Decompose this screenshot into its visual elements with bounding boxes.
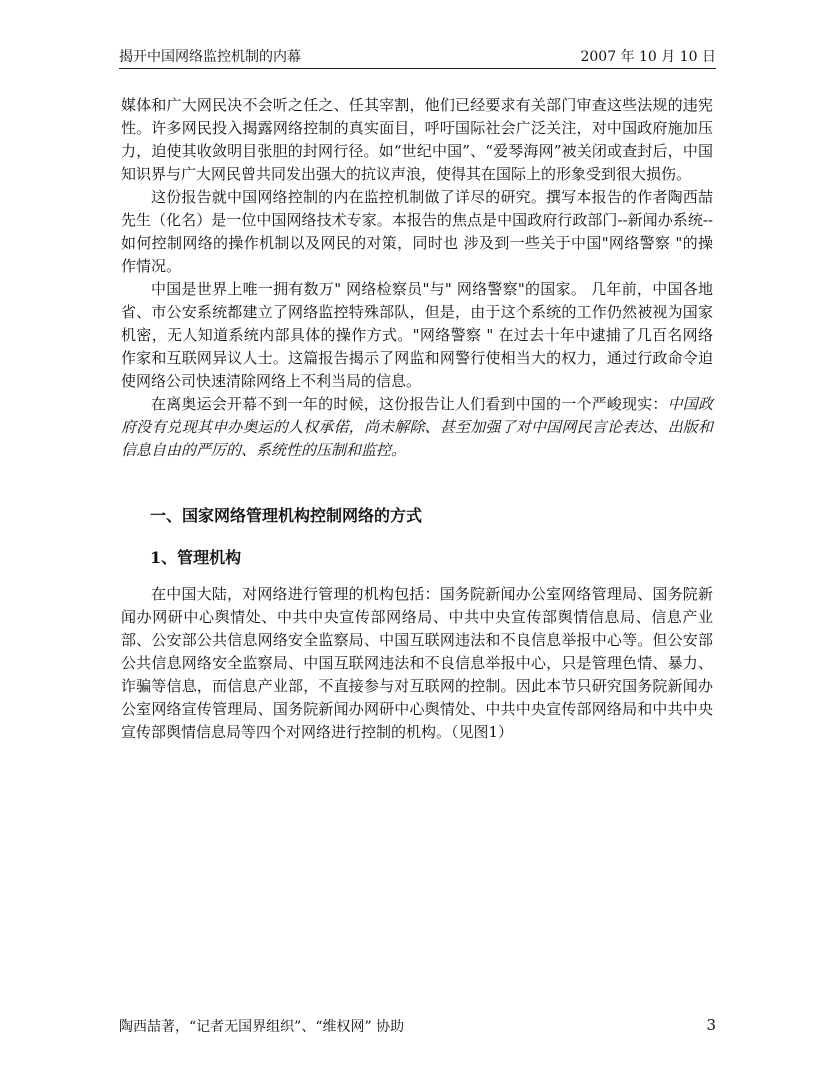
paragraph-olympics [121,393,713,462]
footer-credit: 陶西喆著，“记者无国界组织”、“维权网” 协助 [119,1019,405,1035]
olympics-emphasis-text: 中国政府没有兑现其申办奥运的人权承偌，尚未解除、甚至加强了对中国网民言论表达、出版和信息自由的严厉的、系统性的压制和监控。 [121,395,713,459]
paragraph-agencies: 在中国大陆，对网络进行管理的机构包括：国务院新闻办公室网络管理局、国务院新闻办网研中心舆情处、中共中央宣传部网络局、中共中央宣传部舆情信息局、信息产业部、公安部公共信息网络安全监察局、中国互联网违法和不良信息举报中心等。但公安部公共信息网络安全监察局、中国互联网违法和不良信息举报中心，只是管理色情、暴力、诈骗等信息，而信息产业部，不直接参与对互联网的控制。因此本节只研究国务院新闻办公室网络宣传管理局、国务院新闻办网研中心舆情处、中共中央宣传部网络局和中共中央宣传部舆情信息局等四个对网络进行控制的机构。（见图1） [121,585,713,741]
subsection-heading: 1、管理机构 [150,548,242,567]
paragraph-report-intro: 这份报告就中国网络控制的内在监控机制做了详尽的研究。撰写本报告的作者陶西喆先生（化名）是一位中国网络技术专家。本报告的焦点是中国政府行政部门--新闻办系统--如何控制网络的操作机制以及网民的对策，同时也 涉及到一些关于中国"网络警察 "的操作情况。 [121,188,713,275]
paragraph-network-police: 中国是世界上唯一拥有数万" 网络检察员"与" 网络警察"的国家。 几年前，中国各地省、市公安系统都建立了网络监控特殊部队，但是，由于这个系统的工作仍然被视为国家机密，无人知道系统内部具体的操作方式。"网络警察 " 在过去十年中逮捕了几百名网络作家和互联网异议人士。这篇报告揭示了网监和网警行使相当大的权力，通过行政命令迫使网络公司快速清除网络上不利当局的信息。 [121,280,713,390]
section-text [121,583,713,744]
document-title: 揭开中国网络监控机制的内幕 [119,49,301,65]
page-header [119,44,716,69]
body-text [121,94,713,462]
paragraph-continuation: 媒体和广大网民决不会听之任之、任其宰割，他们已经要求有关部门审查这些法规的违宪性。许多网民投入揭露网络控制的真实面目，呼吁国际社会广泛关注，对中国政府施加压力，迫使其收敛明目张胆的封网行径。如“世纪中国”、“爱琴海网”被关闭或查封后，中国知识界与广大网民曾共同发出强大的抗议声浪，使得其在国际上的形象受到很大损伤。 [121,96,713,183]
document-date: 2007 年 10 月 10 日 [580,49,716,65]
section-heading: 一、国家网络管理机构控制网络的方式 [150,506,423,525]
olympics-lead-text: 在离奥运会开幕不到一年的时候，这份报告让人们看到中国的一个严峻现实： [151,395,668,413]
page-number: 3 [706,1016,716,1034]
